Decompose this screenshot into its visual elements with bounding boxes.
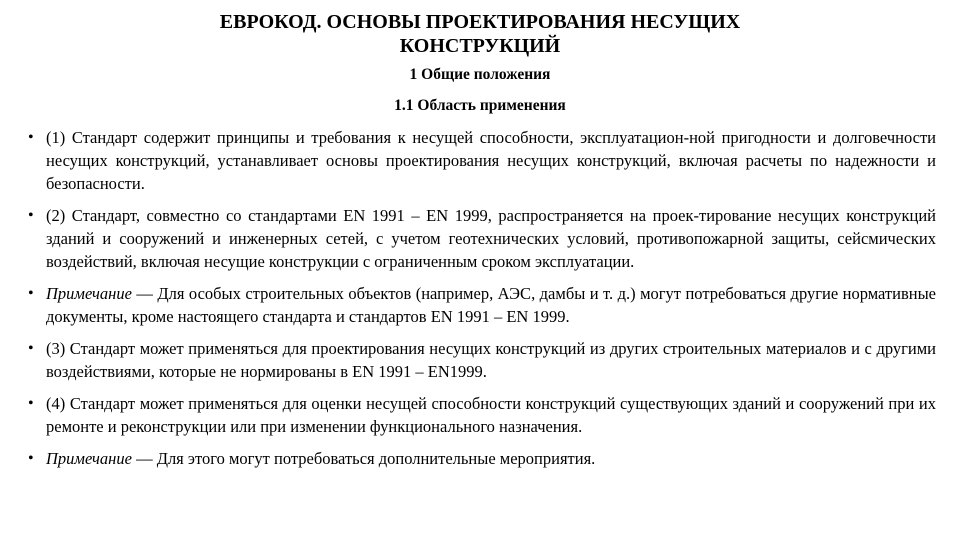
list-item — [28, 126, 936, 195]
bullet-icon: • — [28, 395, 34, 412]
list-item — [28, 447, 936, 470]
note-label: Примечание — [46, 449, 132, 468]
title-line-2: КОНСТРУКЦИЙ — [399, 35, 561, 57]
paragraph-text: — Для этого могут потребоваться дополнительные мероприятия. — [131, 449, 596, 468]
bullet-icon: • — [28, 207, 34, 224]
paragraph-text: (3) Стандарт может применяться для проектирования несущих конструкций из других строительных материалов и с другими воздействиями, которые не нормированы в EN 1991 – EN1999. — [46, 339, 936, 381]
section-heading: 1 Общие положения — [409, 66, 551, 83]
list-item — [28, 204, 936, 273]
bullet-icon: • — [28, 340, 34, 357]
paragraph-text: (2) Стандарт, совместно со стандартами EN 1991 – EN 1999, распространяется на проек-тирование несущих конструкций зданий и сооружений и инженерных сетей, с учетом геотехнических условий, противопожарной защиты, сейсмических воздействий, включая несущие конструкции с ограниченным сроком эксплуатации. — [46, 206, 936, 271]
subsection-heading: 1.1 Область применения — [394, 97, 566, 114]
bullet-icon: • — [28, 450, 34, 467]
bullet-icon: • — [28, 285, 34, 302]
bullet-icon: • — [28, 129, 34, 146]
list-item — [28, 282, 936, 328]
document-title — [0, 10, 960, 58]
paragraph-text: (1) Стандарт содержит принципы и требования к несущей способности, эксплуатацион-ной пригодности и долговечности несущих конструкций, устанавливает основы проектирования несущих конструкций, включая расчеты по надежности и безопасности. — [46, 128, 936, 193]
title-line-1: ЕВРОКОД. ОСНОВЫ ПРОЕКТИРОВАНИЯ НЕСУЩИХ — [219, 11, 741, 33]
paragraph-text: (4) Стандарт может применяться для оценки несущей способности конструкций существующих зданий и сооружений при их ремонте и реконструкции или при изменении функционального назначения. — [46, 394, 936, 436]
list-item — [28, 392, 936, 438]
paragraph-text: — Для особых строительных объектов (например, АЭС, дамбы и т. д.) могут потребоваться другие нормативные документы, кроме настоящего стандарта и стандартов EN 1991 – EN 1999. — [46, 284, 936, 326]
paragraph-list — [28, 126, 936, 479]
note-label: Примечание — [46, 284, 132, 303]
list-item — [28, 337, 936, 383]
